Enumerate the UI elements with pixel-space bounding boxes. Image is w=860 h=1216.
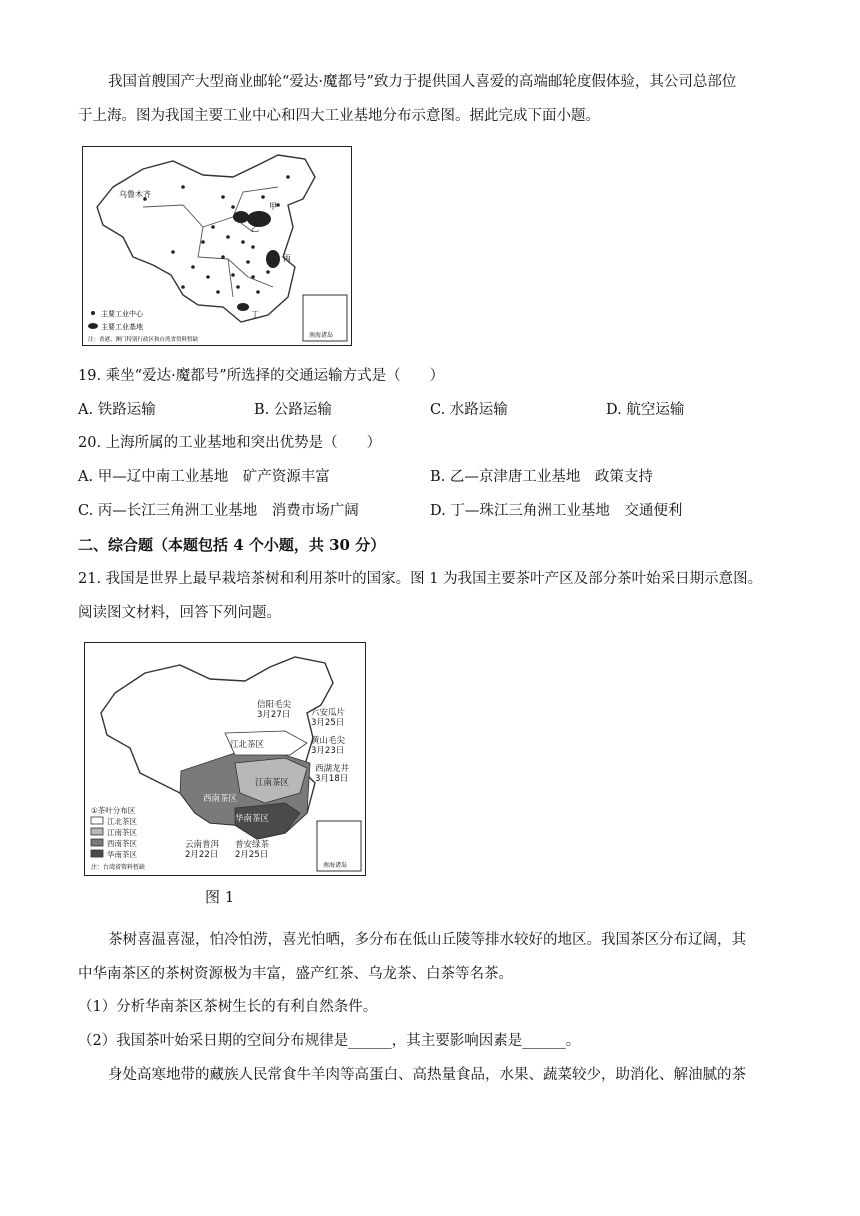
inset-label-2: 南海诸岛 — [323, 862, 348, 869]
q19-option-b: B. 公路运输 — [254, 402, 332, 418]
industrial-base-yi — [233, 211, 249, 223]
region-label-huanan: 华南茶区 — [235, 814, 270, 824]
q19-option-a: A. 铁路运输 — [78, 402, 156, 418]
legend-southwest: 西南茶区 — [107, 839, 137, 848]
q20-option-a: A. 甲—辽中南工业基地 矿产资源丰富 — [78, 469, 330, 485]
intro-line-1: 我国首艘国产大型商业邮轮“爱达·魔都号”致力于提供国人喜爱的高端邮轮度假体验，其公司总部位 — [108, 74, 737, 90]
q19-option-c: C. 水路运输 — [430, 402, 508, 418]
q21-line-1: 21. 我国是世界上最早栽培茶树和利用茶叶的国家。图 1 为我国主要茶叶产区及部分茶叶始采日期示意图。 — [78, 571, 763, 587]
region-label-yi: 乙 — [251, 224, 259, 233]
tea-name-puan: 普安绿茶 — [235, 840, 270, 850]
question-21-2: （2）我国茶叶始采日期的空间分布规律是______，其主要影响因素是______。 — [78, 1033, 581, 1049]
figure-caption: 图 1 — [205, 888, 235, 906]
tea-date-xihu: 3月18日 — [315, 774, 349, 784]
passage-line-3: 身处高寒地带的藏族人民常食牛羊肉等高蛋白、高热量食品，水果、蔬菜较少，助消化、解油腻的茶 — [108, 1067, 746, 1083]
legend-center: 主要工业中心 — [101, 310, 143, 318]
question-21-1: （1）分析华南茶区茶树生长的有利自然条件。 — [78, 999, 378, 1015]
legend-huanan: 华南茶区 — [107, 850, 137, 859]
region-label-jiangbei: 江北茶区 — [230, 740, 265, 750]
region-label-ding: 丁 — [251, 310, 259, 319]
industry-map — [82, 146, 352, 346]
region-label-jiangnan: 江南茶区 — [255, 778, 290, 788]
region-label-bing: 丙 — [283, 254, 291, 263]
tea-date-yunnan: 2月22日 — [185, 850, 219, 860]
city-label-urumqi: 乌鲁木齐 — [119, 190, 151, 199]
tea-name-xinyang: 信阳毛尖 — [257, 700, 292, 710]
q20-stem: 20. 上海所属的工业基地和突出优势是（ ） — [78, 435, 382, 451]
tea-name-yunnan: 云南普洱 — [185, 840, 220, 850]
legend-distribution: ①茶叶分布区 — [91, 806, 136, 815]
map2-note: 注：台湾省资料暂缺 — [91, 864, 146, 871]
tea-name-luan: 六安瓜片 — [311, 708, 346, 718]
legend-base: 主要工业基地 — [101, 323, 143, 331]
intro-line-2: 于上海。图为我国主要工业中心和四大工业基地分布示意图。据此完成下面小题。 — [78, 108, 600, 124]
tea-map — [84, 642, 366, 876]
tea-date-puan: 2月25日 — [235, 850, 269, 860]
q20-option-b: B. 乙—京津唐工业基地 政策支持 — [430, 469, 653, 485]
section-heading: 二、综合题（本题包括 4 个小题，共 30 分） — [78, 536, 386, 554]
tea-date-xinyang: 3月27日 — [257, 710, 291, 720]
region-label-southwest: 西南茶区 — [203, 794, 238, 804]
tea-name-xihu: 西湖龙井 — [315, 764, 350, 774]
q20-option-c: C. 丙—长江三角洲工业基地 消费市场广阔 — [78, 503, 359, 519]
tea-legend — [91, 805, 137, 859]
map1-note: 注：香港、澳门特别行政区和台湾省资料暂缺 — [88, 337, 199, 343]
q19-stem: 19. 乘坐“爱达·魔都号”所选择的交通运输方式是（ ） — [78, 368, 445, 384]
tea-date-huangshan: 3月23日 — [311, 746, 345, 756]
legend-jiangnan: 江南茶区 — [107, 828, 137, 837]
industrial-base-ding — [237, 303, 249, 311]
industrial-base-bing — [266, 250, 280, 268]
tea-date-luan: 3月25日 — [311, 718, 345, 728]
region-label-jia: 甲 — [269, 202, 277, 211]
tea-name-huangshan: 黄山毛尖 — [311, 736, 346, 746]
passage-line-1: 茶树喜温喜湿，怕冷怕涝，喜光怕晒，多分布在低山丘陵等排水较好的地区。我国茶区分布辽阔，其 — [108, 932, 746, 948]
q20-option-d: D. 丁—珠江三角洲工业基地 交通便利 — [430, 503, 683, 519]
q19-option-d: D. 航空运输 — [606, 402, 685, 418]
inset-label: 南海诸岛 — [309, 332, 334, 339]
passage-line-2: 中华南茶区的茶树资源极为丰富，盛产红茶、乌龙茶、白茶等名茶。 — [78, 966, 513, 982]
q21-line-2: 阅读图文材料，回答下列问题。 — [78, 605, 281, 621]
legend-jiangbei: 江北茶区 — [107, 817, 137, 826]
